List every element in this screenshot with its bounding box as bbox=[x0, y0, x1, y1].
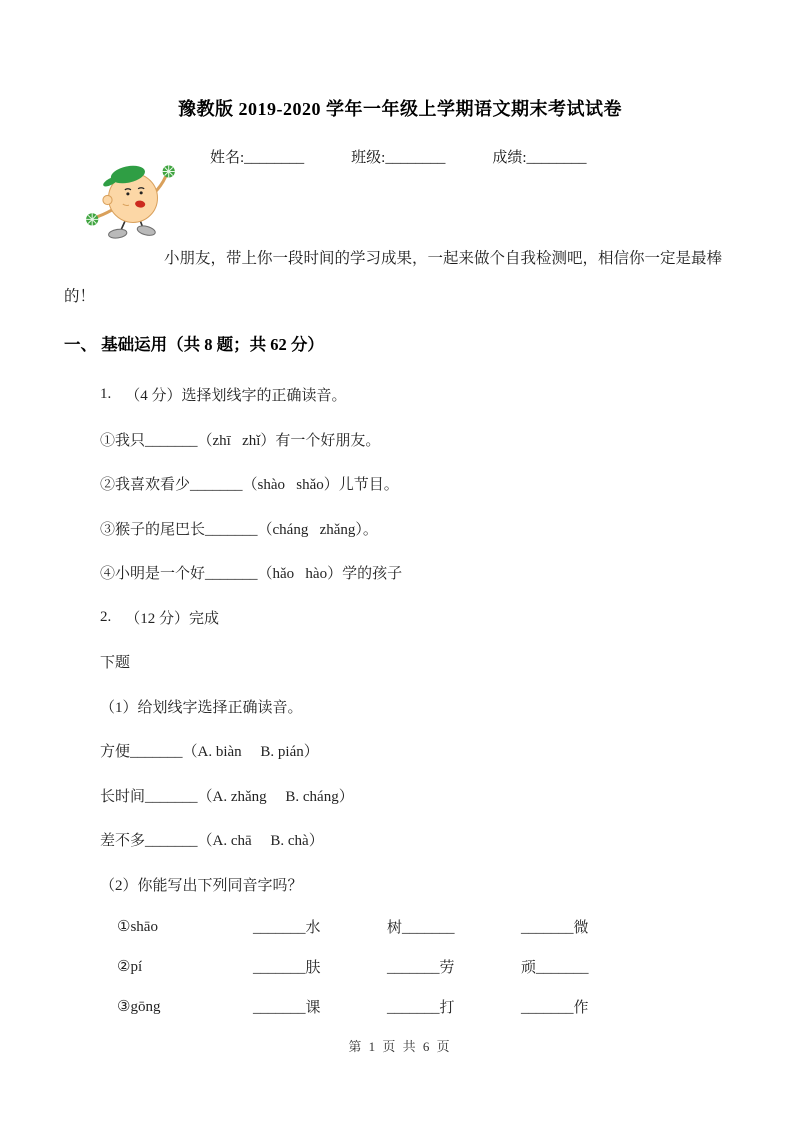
intro-text-line-2: 的！ bbox=[64, 288, 96, 305]
question-2-part-1-item-1: 方便_______（A. biàn B. pián） bbox=[100, 744, 319, 761]
page-title: 豫教版 2019-2020 学年一年级上学期语文期末考试试卷 bbox=[178, 99, 622, 119]
question-2-continuation: 下题 bbox=[100, 655, 131, 672]
homophone-row-2-pinyin: ②pí bbox=[117, 959, 143, 975]
question-2-number: 2. bbox=[100, 608, 112, 625]
homophone-table bbox=[0, 907, 800, 1027]
question-2-part-1-heading: （1）给划线字选择正确读音。 bbox=[100, 699, 303, 716]
homophone-cell: _______微 bbox=[521, 920, 589, 936]
questions-block bbox=[0, 373, 800, 907]
name-field: 姓名:________ bbox=[210, 150, 305, 166]
question-1-header bbox=[0, 373, 800, 418]
score-field: 成绩:________ bbox=[492, 150, 587, 166]
homophone-row-1-pinyin: ①shāo bbox=[117, 919, 158, 935]
question-2-header bbox=[0, 595, 800, 640]
homophone-row-3-pinyin: ③gōng bbox=[117, 999, 161, 1015]
homophone-row-1 bbox=[0, 907, 800, 947]
homophone-cell: _______水 bbox=[253, 920, 321, 936]
question-2-part-1-item-2: 长时间_______（A. zhǎng B. cháng） bbox=[100, 788, 354, 805]
question-1-stem: （4 分）选择划线字的正确读音。 bbox=[125, 388, 347, 405]
homophone-row-3 bbox=[0, 987, 800, 1027]
homophone-cell: 顽_______ bbox=[521, 960, 589, 976]
homophone-cell: _______课 bbox=[253, 1000, 321, 1016]
page-number-footer: 第 1 页 共 6 页 bbox=[348, 1038, 452, 1054]
question-2-part-1-item-3: 差不多_______（A. chā B. chà） bbox=[100, 833, 324, 850]
question-1-item-3: ③猴子的尾巴长_______（cháng zhǎng）。 bbox=[100, 521, 378, 538]
class-field: 班级:________ bbox=[351, 150, 446, 166]
question-1-item-1: ①我只_______（zhī zhǐ）有一个好朋友。 bbox=[100, 432, 381, 449]
homophone-cell: _______作 bbox=[521, 1000, 589, 1016]
intro-text-line-1: 小朋友，带上你一段时间的学习成果，一起来做个自我检测吧，相信你一定是最棒 bbox=[164, 250, 723, 267]
question-1-number: 1. bbox=[100, 386, 112, 403]
question-2-part-2-heading: （2）你能写出下列同音字吗？ bbox=[100, 877, 303, 894]
question-1-item-4: ④小明是一个好_______（hǎo hào）学的孩子 bbox=[100, 566, 403, 583]
homophone-cell: 树_______ bbox=[387, 920, 455, 936]
section-heading: 一、 基础运用（共 8 题；共 62 分） bbox=[64, 335, 324, 354]
homophone-cell: _______劳 bbox=[387, 960, 455, 976]
question-1-item-2: ②我喜欢看少_______（shào shǎo）儿节目。 bbox=[100, 477, 399, 494]
homophone-cell: _______打 bbox=[387, 1000, 455, 1016]
homophone-cell: _______肤 bbox=[253, 960, 321, 976]
mascot-kid-icon bbox=[82, 156, 184, 242]
question-2-stem: （12 分）完成 bbox=[125, 610, 220, 627]
homophone-row-2 bbox=[0, 947, 800, 987]
